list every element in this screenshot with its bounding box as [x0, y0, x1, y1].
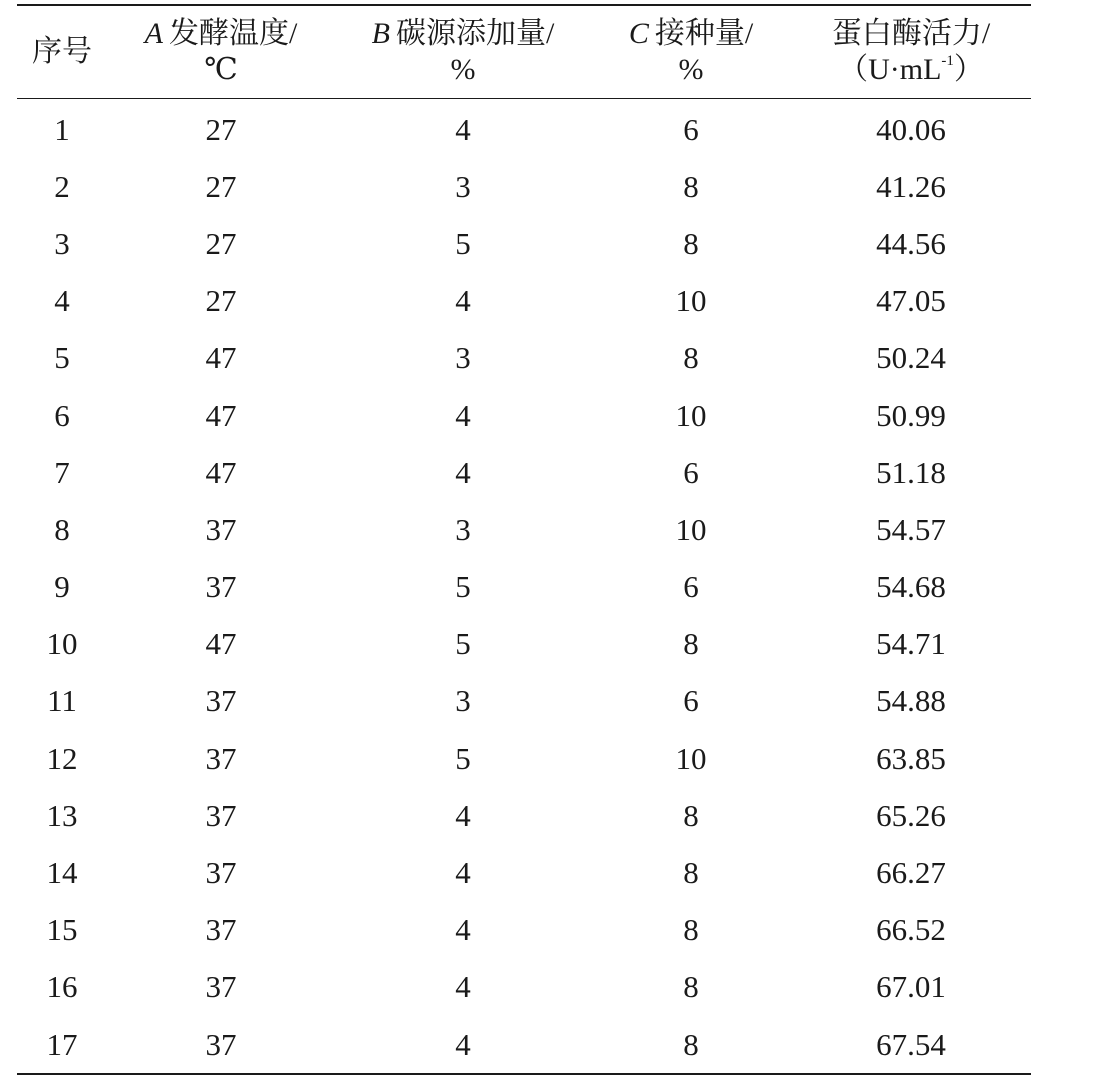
- cell-carbon-source: 4: [455, 454, 471, 490]
- table-header: [17, 5, 1031, 99]
- cell-protease-activity: 47.05: [876, 283, 946, 319]
- cell-carbon-source: 4: [455, 855, 471, 891]
- table-row: [17, 616, 1031, 673]
- cell-protease-activity: 50.24: [876, 340, 946, 376]
- table-row: [17, 959, 1031, 1016]
- cell-index: 9: [54, 569, 70, 605]
- cell-temperature: 47: [205, 454, 237, 490]
- table-row: [17, 787, 1031, 844]
- header-inoculum-amount-unit: %: [678, 53, 704, 86]
- table-row: [17, 673, 1031, 730]
- header-protease-activity-label: 蛋白酶活力/: [831, 17, 991, 50]
- cell-temperature: 47: [205, 626, 237, 662]
- cell-temperature: 37: [205, 797, 237, 833]
- table-row: [17, 330, 1031, 387]
- cell-protease-activity: 66.52: [876, 912, 946, 948]
- cell-temperature: 27: [205, 168, 237, 204]
- cell-temperature: 37: [205, 912, 237, 948]
- cell-inoculum: 6: [683, 111, 699, 147]
- table-row: [17, 844, 1031, 901]
- cell-temperature: 27: [205, 225, 237, 261]
- cell-carbon-source: 4: [455, 1026, 471, 1062]
- cell-inoculum: 8: [683, 969, 699, 1005]
- cell-carbon-source: 5: [455, 626, 471, 662]
- cell-index: 13: [46, 797, 78, 833]
- cell-inoculum: 6: [683, 683, 699, 719]
- cell-temperature: 27: [205, 283, 237, 319]
- cell-temperature: 47: [205, 340, 237, 376]
- cell-index: 3: [54, 225, 70, 261]
- cell-protease-activity: 51.18: [876, 454, 946, 490]
- table-row: [17, 99, 1031, 159]
- cell-carbon-source: 3: [455, 168, 471, 204]
- cell-index: 6: [54, 397, 70, 433]
- cell-index: 11: [47, 683, 77, 719]
- table-row: [17, 444, 1031, 501]
- cell-protease-activity: 44.56: [876, 225, 946, 261]
- cell-carbon-source: 4: [455, 283, 471, 319]
- cell-index: 1: [54, 111, 70, 147]
- table-row: [17, 273, 1031, 330]
- header-inoculum-amount-label: 接种量/: [654, 17, 754, 50]
- header-var-a: A: [144, 17, 163, 50]
- header-protease-activity: [791, 5, 1031, 99]
- cell-carbon-source: 3: [455, 683, 471, 719]
- cell-carbon-source: 4: [455, 797, 471, 833]
- cell-temperature: 37: [205, 969, 237, 1005]
- table-row: [17, 902, 1031, 959]
- header-index-label: 序号: [32, 35, 92, 68]
- cell-index: 14: [46, 855, 78, 891]
- cell-temperature: 37: [205, 1026, 237, 1062]
- cell-carbon-source: 5: [455, 225, 471, 261]
- cell-temperature: 37: [205, 855, 237, 891]
- cell-temperature: 27: [205, 111, 237, 147]
- header-fermentation-temperature-label: 发酵温度/: [168, 17, 298, 50]
- cell-protease-activity: 67.54: [876, 1026, 946, 1062]
- experiment-results-table: [17, 4, 1031, 1075]
- cell-index: 15: [46, 912, 78, 948]
- cell-carbon-source: 4: [455, 397, 471, 433]
- table-row: [17, 1016, 1031, 1074]
- cell-carbon-source: 4: [455, 912, 471, 948]
- cell-carbon-source: 4: [455, 969, 471, 1005]
- cell-protease-activity: 54.57: [876, 511, 946, 547]
- cell-protease-activity: 65.26: [876, 797, 946, 833]
- cell-inoculum: 6: [683, 454, 699, 490]
- cell-protease-activity: 54.88: [876, 683, 946, 719]
- cell-index: 17: [46, 1026, 78, 1062]
- table-row: [17, 215, 1031, 272]
- cell-protease-activity: 63.85: [876, 740, 946, 776]
- cell-protease-activity: 40.06: [876, 111, 946, 147]
- cell-protease-activity: 66.27: [876, 855, 946, 891]
- header-inoculum-amount: [591, 5, 791, 99]
- cell-inoculum: 8: [683, 855, 699, 891]
- cell-temperature: 37: [205, 569, 237, 605]
- header-var-c: C: [628, 17, 649, 50]
- cell-inoculum: 8: [683, 340, 699, 376]
- cell-temperature: 47: [205, 397, 237, 433]
- cell-protease-activity: 67.01: [876, 969, 946, 1005]
- cell-index: 12: [46, 740, 78, 776]
- cell-inoculum: 10: [675, 397, 707, 433]
- cell-protease-activity: 50.99: [876, 397, 946, 433]
- table-body: [17, 99, 1031, 1075]
- table-row: [17, 501, 1031, 558]
- cell-index: 2: [54, 168, 70, 204]
- cell-index: 16: [46, 969, 78, 1005]
- cell-inoculum: 10: [675, 283, 707, 319]
- data-table-container: [17, 4, 1031, 1075]
- cell-inoculum: 6: [683, 569, 699, 605]
- header-protease-activity-unit: $(U\cdot mL^{-1})$: [838, 53, 984, 86]
- cell-inoculum: 8: [683, 1026, 699, 1062]
- cell-index: 7: [54, 454, 70, 490]
- header-fermentation-temperature-unit: ℃: [204, 53, 238, 86]
- cell-carbon-source: 3: [455, 340, 471, 376]
- header-fermentation-temperature: [107, 5, 335, 99]
- cell-carbon-source: 3: [455, 511, 471, 547]
- header-carbon-source-amount-label: 碳源添加量/: [395, 17, 555, 50]
- cell-index: 5: [54, 340, 70, 376]
- cell-carbon-source: 5: [455, 569, 471, 605]
- cell-inoculum: 10: [675, 740, 707, 776]
- cell-protease-activity: 54.68: [876, 569, 946, 605]
- cell-inoculum: 8: [683, 912, 699, 948]
- cell-inoculum: 10: [675, 511, 707, 547]
- cell-carbon-source: 4: [455, 111, 471, 147]
- header-row: [17, 5, 1031, 99]
- cell-index: 10: [46, 626, 78, 662]
- table-row: [17, 730, 1031, 787]
- cell-inoculum: 8: [683, 168, 699, 204]
- cell-index: 4: [54, 283, 70, 319]
- cell-temperature: 37: [205, 740, 237, 776]
- cell-protease-activity: 41.26: [876, 168, 946, 204]
- cell-carbon-source: 5: [455, 740, 471, 776]
- cell-inoculum: 8: [683, 626, 699, 662]
- cell-temperature: 37: [205, 683, 237, 719]
- header-carbon-source-amount-unit: %: [450, 53, 476, 86]
- cell-temperature: 37: [205, 511, 237, 547]
- cell-inoculum: 8: [683, 797, 699, 833]
- table-row: [17, 158, 1031, 215]
- cell-index: 8: [54, 511, 70, 547]
- table-row: [17, 387, 1031, 444]
- header-var-b: B: [371, 17, 390, 50]
- header-index: [17, 5, 107, 99]
- cell-protease-activity: 54.71: [876, 626, 946, 662]
- table-row: [17, 559, 1031, 616]
- cell-inoculum: 8: [683, 225, 699, 261]
- header-carbon-source-amount: [335, 5, 591, 99]
